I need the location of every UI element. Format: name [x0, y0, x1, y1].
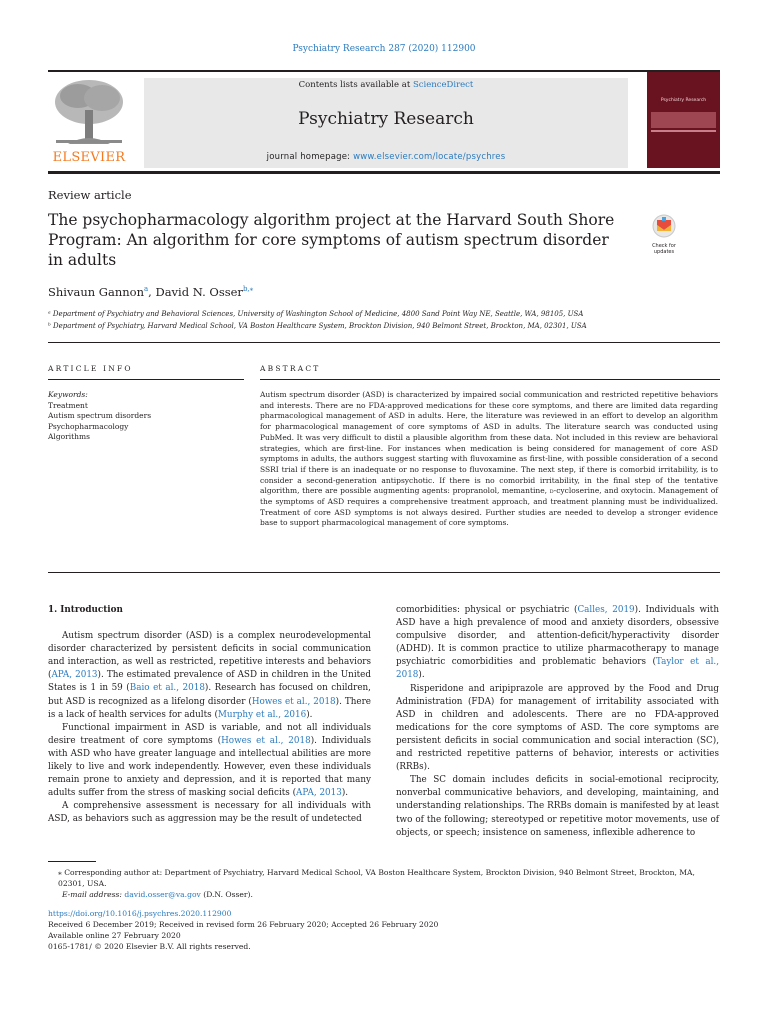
crossmark-button[interactable]	[645, 213, 683, 257]
paragraph: comorbidities: physical or psychiatric (Calles, 2019). Individuals with ASD have a high prevalence of mood and anxiety disorders, obsessive compulsive disorder, and attention-deficit/hyperactivity disorder (ADHD). It is common practice to utilize pharmacotherapy to manage psychiatric comorbidities and problematic behaviors (Taylor et al., 2018).	[396, 605, 719, 681]
header-bottom-rule	[48, 171, 720, 174]
keyword: Autism spectrum disorders	[48, 411, 152, 421]
author-list: Shivaun Gannon$^a$, David N. Osser$^{b,⁎}$	[48, 285, 254, 299]
crossmark-label: Check for updates	[652, 243, 676, 255]
body-column-left	[48, 604, 371, 827]
publisher-wordmark: ELSEVIER	[52, 150, 126, 165]
article-title: The psychopharmacology algorithm project at the Harvard South Shore Program: An algorithm for core symptoms of autism spectrum disorder in adults	[48, 211, 615, 269]
elsevier-tree-icon	[48, 74, 130, 150]
email-line: E-mail address: david.osser@va.gov (D.N. Osser).	[62, 890, 253, 900]
sciencedirect-link[interactable]: ScienceDirect	[412, 80, 474, 90]
citation-link[interactable]: Baio et al., 2018	[129, 683, 205, 694]
email-link[interactable]: david.osser@va.gov	[124, 890, 201, 900]
article-type: Review article	[48, 188, 132, 202]
keyword: Algorithms	[48, 432, 90, 442]
abstract-heading: ABSTRACT	[260, 364, 321, 373]
affiliation: ᵇ Department of Psychiatry, Harvard Medical School, VA Boston Healthcare System, Brockton Division, 940 Belmont Street, Brockton, MA, 02301, USA	[48, 322, 587, 330]
author-name[interactable]: David N. Osser	[155, 285, 243, 299]
article-info-heading: ARTICLE INFO	[48, 364, 133, 373]
doi-link[interactable]: https://doi.org/10.1016/j.psychres.2020.112900	[48, 908, 232, 918]
keywords-label: Keywords:	[48, 390, 88, 399]
affiliation: ᵃ Department of Psychiatry and Behavioral Sciences, University of Washington School of Medicine, 4800 Sand Point Way NE, Seattle, WA, 98105, USA	[48, 310, 584, 318]
affiliation-marker[interactable]: b,⁎	[242, 285, 254, 294]
journal-homepage: journal homepage: www.elsevier.com/locate/psychres	[266, 152, 506, 162]
citation-link[interactable]: Howes et al., 2018	[251, 696, 336, 707]
contents-line: Contents lists available at ScienceDirect	[298, 80, 474, 90]
copyright: 0165-1781/ © 2020 Elsevier B.V. All rights reserved.	[48, 942, 251, 952]
citation-link[interactable]: APA, 2013	[296, 788, 342, 799]
paragraph: Autism spectrum disorder (ASD) is a complex neurodevelopmental disorder characterized by persistent deficits in social communication and interaction, as well as restricted, repetitive interests and behaviors (APA, 2013). The estimated prevalence of ASD in children in the United States is 1 in 59 (Baio et al., 2018). Research has focused on children, but ASD is recognized as a lifelong disorder (Howes et al., 2018). There is a lack of health services for adults (Murphy et al., 2016).	[48, 631, 372, 720]
body-column-right	[396, 604, 719, 840]
received-dates: Received 6 December 2019; Received in revised form 26 February 2020; Accepted 26 February 2020	[48, 919, 439, 929]
paragraph: Functional impairment in ASD is variable, and not all individuals desire treatment of core symptoms (Howes et al., 2018). Individuals with ASD who have greater language and intellectual abilities are more likely to live and work independently. However, even these individuals remain prone to anxiety and depression, and it is reported that many adults suffer from the stress of masking social deficits (APA, 2013).	[48, 722, 372, 799]
citation-link[interactable]: Calles, 2019	[577, 605, 635, 615]
paragraph: Risperidone and aripiprazole are approved by the Food and Drug Administration (FDA) for management of irritability associated with ASD in children and adolescents. There are no FDA-approved medications for the core symptoms of ASD. The core symptoms are persistent deficits in social communication and social interaction (SC), and restricted repetitive patterns of behavior, interests or activities (RRBs).	[396, 683, 719, 773]
keyword: Treatment	[48, 400, 88, 410]
cover-image-strip	[651, 112, 716, 128]
citation-link[interactable]: Howes et al., 2018	[221, 735, 311, 746]
abstract-text: Autism spectrum disorder (ASD) is characterized by impaired social communication and restricted repetitive behaviors and interests. There are no FDA-approved medications for these core symptoms, and there are limited data regarding pharmacological management of ASD in adults. Here, the literature was reviewed in an effort to develop an algorithm for pharmacological management of core symptoms of ASD in adults. The literature search was conducted using PubMed. It was very difficult to distil a plausible algorithm from these data. Not included in this review are behavioral strategies, which are first-line. For instances when medication is being considered for management of core ASD symptoms in adults, the authors suggest starting with fluvoxamine as first-line, with possible consideration of a second SSRI trial if there is an inadequate or no response to fluvoxamine. The next step, if there is comorbid irritability, is to consider a second-generation antipsychotic. If there is no comorbid irritability, in the final step of the tentative algorithm, there are possible augmenting agents: propranolol, memantine, d-cycloserine, and oxytocin. Management of the symptoms of ASD requires a comprehensive treatment approach, and treatment planning must be individualized. Treatment of core ASD symptoms is not always desired. Further studies are needed to develop a stronger evidence base to support pharmacological management of core symptoms.	[260, 390, 718, 528]
paragraph: The SC domain includes deficits in social-emotional reciprocity, nonverbal communicative behaviors, and developing, maintaining, and understanding relationships. The RRBs domain is manifested by at least two of the following; stereotyped or repetitive motor movements, use of objects, or speech; insistence on sameness, inflexible adherence to	[396, 775, 719, 838]
cover-title: Psychiatry Research	[660, 98, 707, 103]
section-rule	[48, 342, 720, 343]
corresponding-author-note: ⁎ Corresponding author at: Department of Psychiatry, Harvard Medical School, VA Boston Healthcare System, Brockton Division, 940 Belmont Street, Brockton, MA, 02301, USA.	[58, 868, 695, 889]
journal-cover-thumbnail[interactable]	[647, 72, 720, 168]
footnote-rule	[48, 861, 96, 862]
citation-link[interactable]: Murphy et al., 2016	[217, 709, 307, 720]
citation-link[interactable]: APA, 2013	[51, 670, 98, 681]
section-heading: 1. Introduction	[48, 605, 123, 615]
header-top-rule	[48, 70, 720, 72]
info-rule	[48, 379, 244, 380]
keyword: Psychopharmacology	[48, 421, 129, 431]
abstract-rule	[260, 379, 720, 380]
affiliation-marker[interactable]: a	[143, 285, 149, 294]
abstract-bottom-rule	[48, 572, 720, 573]
keywords-block	[48, 390, 151, 443]
footnote-block	[48, 867, 720, 952]
available-online: Available online 27 February 2020	[48, 931, 181, 941]
journal-citation-link[interactable]: Psychiatry Research 287 (2020) 112900	[292, 44, 476, 54]
citation-link[interactable]: Taylor et al., 2018	[396, 657, 719, 681]
author-name[interactable]: Shivaun Gannon	[48, 285, 144, 299]
journal-homepage-link[interactable]: www.elsevier.com/locate/psychres	[353, 152, 506, 162]
journal-title: Psychiatry Research	[298, 109, 474, 129]
elsevier-logo[interactable]	[48, 74, 130, 150]
paragraph: A comprehensive assessment is necessary for all individuals with ASD, as behaviors such as aggression may be the result of undetected	[48, 801, 371, 825]
crossmark-icon	[645, 213, 683, 239]
